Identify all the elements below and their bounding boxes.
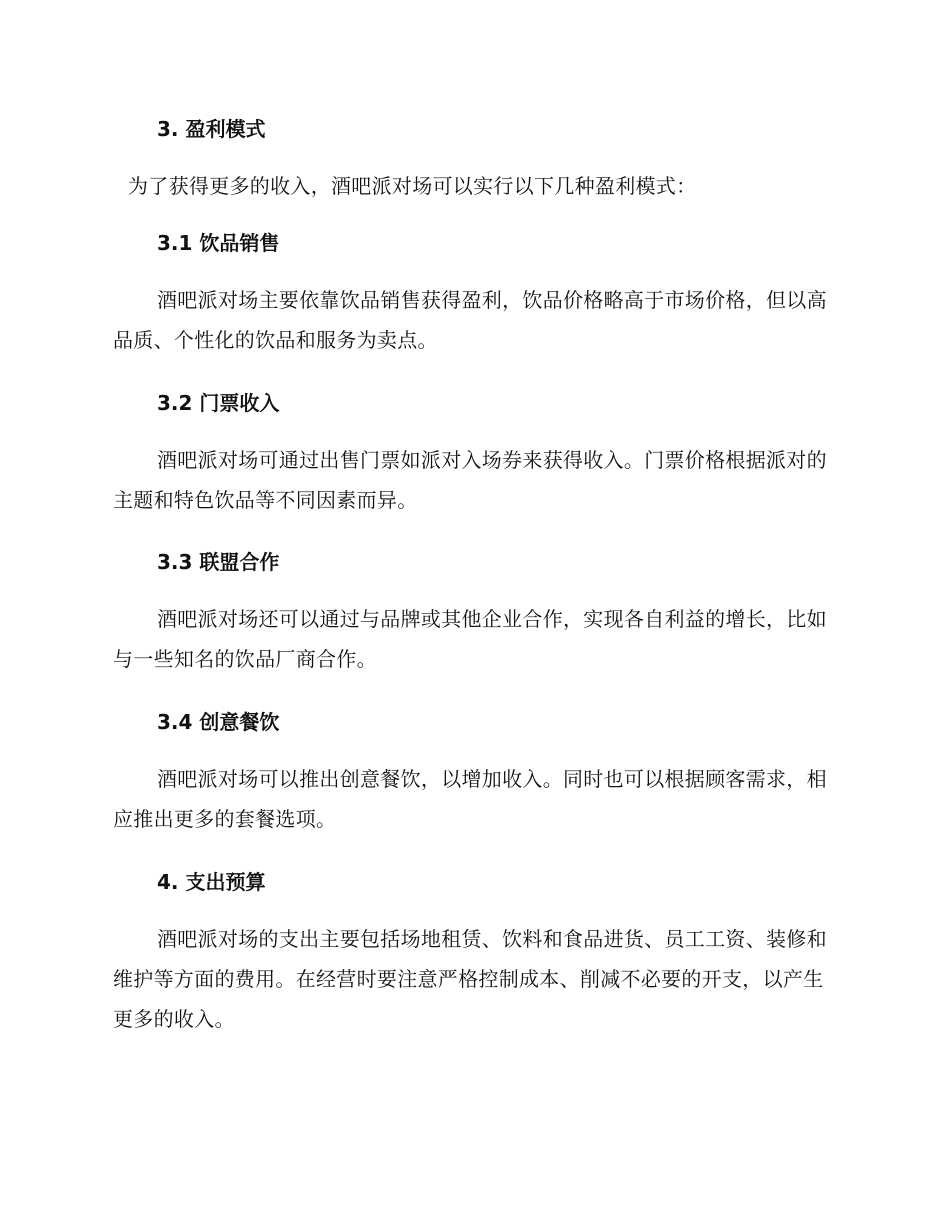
section-3-intro: 为了获得更多的收入，酒吧派对场可以实行以下几种盈利模式： — [128, 174, 697, 198]
section-3-2-body: 酒吧派对场可通过出售门票如派对入场券来获得收入。门票价格根据派对的主题和特色饮品等不同因素而异。 — [113, 448, 827, 512]
section-3-heading: 3. 盈利模式 — [157, 117, 266, 141]
section-3-2-heading: 3.2 门票收入 — [157, 391, 280, 415]
section-3-4-body: 酒吧派对场可以推出创意餐饮，以增加收入。同时也可以根据顾客需求，相应推出更多的套餐选项。 — [113, 767, 827, 831]
section-4-body: 酒吧派对场的支出主要包括场地租赁、饮料和食品进货、员工工资、装修和维护等方面的费用。在经营时要注意严格控制成本、削减不必要的开支，以产生更多的收入。 — [113, 927, 827, 1031]
section-4-heading: 4. 支出预算 — [157, 870, 266, 894]
section-3-1-body: 酒吧派对场主要依靠饮品销售获得盈利，饮品价格略高于市场价格，但以高品质、个性化的饮品和服务为卖点。 — [113, 288, 827, 352]
section-3-4-heading: 3.4 创意餐饮 — [157, 710, 280, 734]
section-3-3-body: 酒吧派对场还可以通过与品牌或其他企业合作，实现各自利益的增长，比如与一些知名的饮品厂商合作。 — [113, 607, 827, 671]
section-3-3-heading: 3.3 联盟合作 — [157, 550, 280, 574]
section-3-1-heading: 3.1 饮品销售 — [157, 231, 280, 255]
